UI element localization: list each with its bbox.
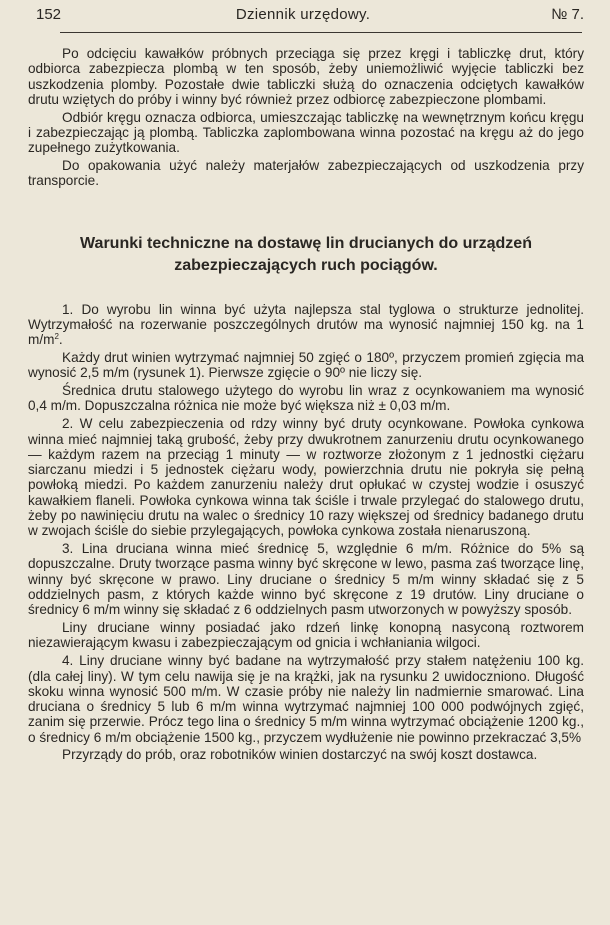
intro-paragraph-1: Po odcięciu kawałków próbnych przeciąga się przez kręgi i tabliczkę drut, który odbiorca zabezpiecza plombą w ten sposób, żeby uniemożliwić wyjęcie tabliczki bez uszkodzenia plomby. Pozostałe dwie tabliczki służą do oznaczenia odciętych kawałków drutu wziętych do próby i winny być również przez odbiorcę zabezpieczone plombami. xyxy=(28,46,584,107)
clause-2-paragraph: 2. W celu zabezpieczenia od rdzy winny być druty ocynkowane. Powłoka cynkowa winna mieć najmniej taką grubość, żeby przy dwukrotnem zanurzeniu drutu ocynkowanego — każdym razem na przeciąg 1 minuty — w roztworze złożonym z 1 jednostki ciężaru siarczanu miedzi i 5 jednostek ciężaru wody, powierzchnia drutu nie pokryła się pełną powłoką miedzi. Po każdem zanurzeniu należy drut opłukać w czystej wodzie i osuszyć kawałkiem flaneli. Powłoka cynkowa winna tak ściśle i trwale przylegać do stalowego drutu, żeby po nawinięciu drutu na walec o średnicy 10 razy większej od średnicy badanego drutu w zwojach ściśle do siebie przylegających, powłoka cynkowa została nienaruszoną. xyxy=(28,416,584,539)
journal-title: Dziennik urzędowy. xyxy=(235,6,371,23)
section-heading-line-2: zabezpieczających ruch pociągów. xyxy=(174,257,438,275)
wire-diameter-paragraph: Średnica drutu stalowego użytego do wyrobu lin wraz z ocynkowaniem ma wynosić 0,4 m/m. Dopuszczalna różnica nie może być większa niż ± 0,03 m/m. xyxy=(28,383,584,414)
section-heading-line-1: Warunki techniczne na dostawę lin drucianych do urządzeń xyxy=(80,234,532,252)
clause-1-text: 1. Do wyrobu lin winna być użyta najlepsza stal tyglowa o strukturze jednolitej. Wytrzymałość na rozerwanie poszczególnych drutów ma wynosić najmniej 150 kg. na 1 m/m xyxy=(28,301,584,348)
intro-paragraph-2: Odbiór kręgu oznacza odbiorca, umieszczając tabliczkę na wewnętrznym końcu kręgu i zabezpieczając ją plombą. Tabliczka zaplombowana winna pozostać na kręgu aż do jego zupełnego zużytkowania. xyxy=(28,109,584,156)
header-rule xyxy=(60,32,582,33)
section-heading xyxy=(28,233,584,278)
page-body xyxy=(28,46,584,763)
clause-4-paragraph: 4. Liny druciane winny być badane na wytrzymałość przy stałem natężeniu 100 kg. (dla całej liny). W tym celu nawija się je na krążki, jak na rysunku 2 uwidoczniono. Długość skoku winna wynosić 500 m/m. W czasie próby nie należy lin nadmiernie smarować. Lina druciana o średnicy 5 lub 6 m/m winna wytrzymać najmniej 100 000 podwójnych zgięć, zanim się przerwie. Prócz tego lina o średnicy 5 m/m winna wytrzymać obciążenie 1200 kg., o średnicy 6 m/m obciążenie 1500 kg., przyczem wydłużenie nie powinno przekraczać 3,5% xyxy=(28,653,584,745)
clause-3-paragraph: 3. Lina druciana winna mieć średnicę 5, względnie 6 m/m. Różnice do 5% są dopuszczalne. Druty tworzące pasma winny być skręcone w lewo, pasma zaś tworzące linę, winny być skręcone w prawo. Liny druciane o średnicy 5 m/m winny składać się z 5 oddzielnych pasm, z których każde winno być skręcone z 19 drutów. Liny druciane o średnicy 6 m/m winny się składać z 6 oddzielnych pasm utworzonych w powyższy sposób. xyxy=(28,541,584,618)
test-equipment-paragraph: Przyrządy do prób, oraz robotników winien dostarczyć na swój koszt dostawca. xyxy=(62,747,538,763)
page-number: 152 xyxy=(36,6,62,23)
rope-core-paragraph: Liny druciane winny posiadać jako rdzeń linkę konopną nasyconą roztworem niezawierającym kwasu i zabezpieczającym od gnicia i wchłaniania wilgoci. xyxy=(28,620,584,651)
wire-bending-paragraph: Każdy drut winien wytrzymać najmniej 50 zgięć o 180º, przyczem promień zgięcia ma wynosić 2,5 m/m (rysunek 1). Pierwsze zgięcie o 90º nie liczy się. xyxy=(28,350,584,381)
clause-1-end: . xyxy=(58,332,63,348)
issue-number: № 7. xyxy=(551,6,584,23)
clause-1-superscript: 2 xyxy=(54,332,59,342)
clause-1-paragraph xyxy=(28,302,584,348)
intro-paragraph-3: Do opakowania użyć należy materjałów zabezpieczających od uszkodzenia przy transporcie. xyxy=(28,158,584,189)
page-header xyxy=(18,6,588,28)
